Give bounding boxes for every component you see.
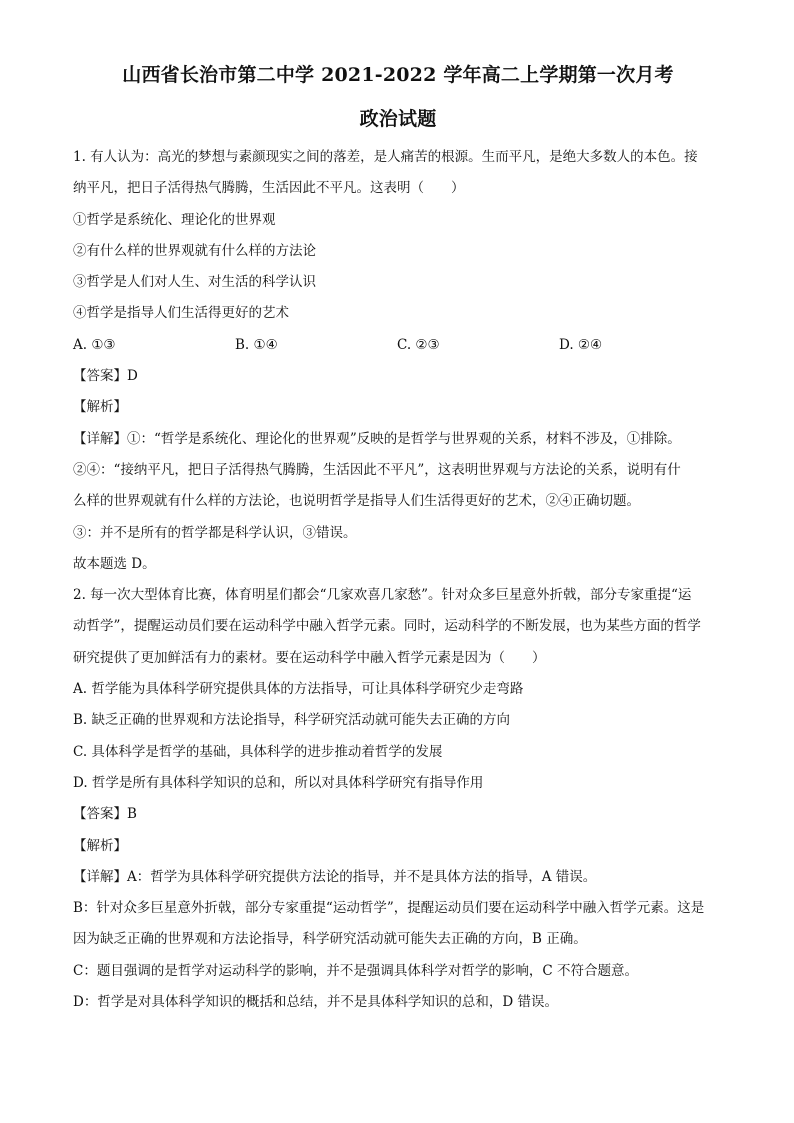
question-2-choice-a: A. 哲学能为具体科学研究提供具体的方法指导，可让具体科学研究少走弯路 <box>73 681 524 698</box>
question-1-detail-line: 么样的世界观就有什么样的方法论，也说明哲学是指导人们生活得更好的艺术，②④正确切题。 <box>73 493 640 510</box>
question-2-detail-line: D：哲学是对具体科学知识的概括和总结，并不是具体科学知识的总和，D 错误。 <box>73 994 558 1011</box>
question-2 <box>73 580 723 1018</box>
option-c: C. ②③ <box>397 336 440 353</box>
question-2-detail-line: 【详解】A：哲学为具体科学研究提供方法论的指导，并不是具体方法的指导，A 错误。 <box>73 868 597 885</box>
question-1-statement: ①哲学是系统化、理论化的世界观 <box>73 211 276 228</box>
page-subtitle: 政治试题 <box>359 108 437 130</box>
question-1-statement: ④哲学是指导人们生活得更好的艺术 <box>73 305 289 322</box>
question-1-stem-line: 1. 有人认为：高光的梦想与素颜现实之间的落差，是人痛苦的根源。生而平凡，是绝大多数人的本色。接 <box>73 149 698 165</box>
question-1 <box>73 142 723 580</box>
question-2-stem-line: 2. 每一次大型体育比赛，体育明星们都会“几家欢喜几家愁”。针对众多巨星意外折戟，部分专家重提“运 <box>73 587 692 604</box>
option-b: B. ①④ <box>235 336 278 353</box>
question-2-detail-line: B：针对众多巨星意外折戟，部分专家重提“运动哲学”，提醒运动员们要在运动科学中融入哲学元素。这是 <box>73 900 705 917</box>
question-2-choice-d: D. 哲学是所有具体科学知识的总和，所以对具体科学研究有指导作用 <box>73 774 484 791</box>
question-1-options <box>73 330 723 361</box>
question-1-statement: ②有什么样的世界观就有什么样的方法论 <box>73 242 316 259</box>
option-d: D. ②④ <box>559 336 603 353</box>
page-title: 山西省长治市第二中学 2021-2022 学年高二上学期第一次月考 <box>122 64 674 86</box>
question-1-statement: ③哲学是人们对人生、对生活的科学认识 <box>73 274 316 291</box>
question-1-detail-line: ②④：“接纳平凡，把日子活得热气腾腾，生活因此不平凡”，这表明世界观与方法论的关系，说明有什 <box>73 461 681 478</box>
question-2-detail-line: 因为缺乏正确的世界观和方法论指导，科学研究活动就可能失去正确的方向，B 正确。 <box>73 931 587 948</box>
option-a: A. ①③ <box>73 336 116 353</box>
question-2-stem-line: 动哲学”，提醒运动员们要在运动科学中融入哲学元素。同时，运动科学的不断发展，也为某些方面的哲学 <box>73 618 701 635</box>
question-1-stem-line: 纳平凡，把日子活得热气腾腾，生活因此不平凡。这表明（ ） <box>73 180 465 197</box>
question-2-stem-line: 研究提供了更加鲜活有力的素材。要在运动科学中融入哲学元素是因为（ ） <box>73 649 546 666</box>
question-2-choice-b: B. 缺乏正确的世界观和方法论指导，科学研究活动就可能失去正确的方向 <box>73 712 511 729</box>
question-2-answer: 【答案】B <box>73 806 137 823</box>
question-2-detail-line: C：题目强调的是哲学对运动科学的影响，并不是强调具体科学对哲学的影响，C 不符合题意。 <box>73 962 638 979</box>
question-2-choice-c: C. 具体科学是哲学的基础，具体科学的进步推动着哲学的发展 <box>73 743 443 760</box>
question-1-analysis-label: 【解析】 <box>73 399 127 416</box>
document-page <box>73 62 723 1018</box>
question-1-detail-line: ③：并不是所有的哲学都是科学认识，③错误。 <box>73 524 357 541</box>
question-1-detail-line: 故本题选 D。 <box>73 555 156 572</box>
question-1-answer: 【答案】D <box>73 368 138 385</box>
question-1-detail-line: 【详解】①：“哲学是系统化、理论化的世界观”反映的是哲学与世界观的关系，材料不涉及，①排除。 <box>73 430 681 447</box>
question-2-analysis-label: 【解析】 <box>73 837 127 854</box>
